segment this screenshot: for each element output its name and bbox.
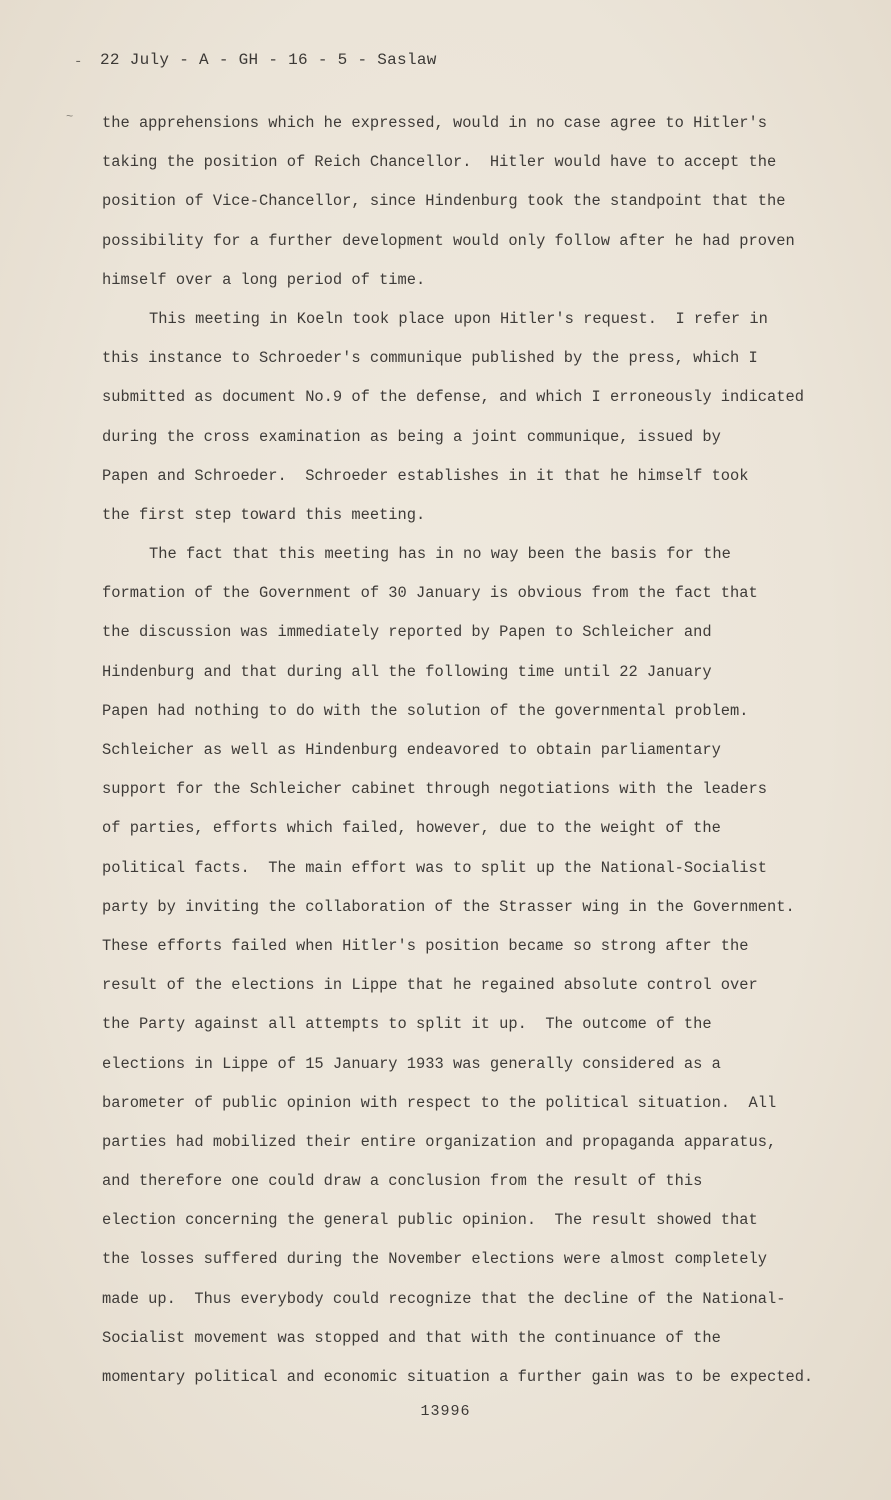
- text-line: Hindenburg and that during all the following time until 22 January: [102, 662, 712, 681]
- text-line: This meeting in Koeln took place upon Hitler's request. I refer in: [149, 309, 768, 328]
- text-line: The fact that this meeting has in no way been the basis for the: [149, 545, 731, 564]
- text-line: submitted as document No.9 of the defense, and which I erroneously indicated: [102, 388, 804, 407]
- text-line: party by inviting the collaboration of the Strasser wing in the Government.: [102, 897, 795, 916]
- page-header: 22 July - A - GH - 16 - 5 - Saslaw: [100, 51, 437, 69]
- margin-tick: ~: [66, 110, 74, 124]
- text-line: made up. Thus everybody could recognize that the decline of the National-: [102, 1289, 786, 1308]
- text-line: the losses suffered during the November elections were almost completely: [102, 1250, 767, 1269]
- margin-dash: -: [74, 54, 83, 70]
- text-line: the first step toward this meeting.: [102, 505, 426, 524]
- text-line: parties had mobilized their entire organization and propaganda apparatus,: [102, 1132, 777, 1151]
- text-line: elections in Lippe of 15 January 1933 was generally considered as a: [102, 1054, 721, 1073]
- text-line: the discussion was immediately reported by Papen to Schleicher and: [102, 623, 712, 642]
- text-line: possibility for a further development would only follow after he had proven: [102, 231, 795, 250]
- text-line: political facts. The main effort was to split up the National-Socialist: [102, 858, 767, 877]
- text-line: These efforts failed when Hitler's position became so strong after the: [102, 936, 749, 955]
- text-line: election concerning the general public opinion. The result showed that: [102, 1211, 758, 1230]
- text-line: of parties, efforts which failed, however, due to the weight of the: [102, 819, 721, 838]
- text-line: formation of the Government of 30 January is obvious from the fact that: [102, 584, 758, 603]
- page-number: 13996: [420, 1403, 471, 1420]
- text-line: during the cross examination as being a joint communique, issued by: [102, 427, 721, 446]
- text-line: the Party against all attempts to split it up. The outcome of the: [102, 1015, 712, 1034]
- text-line: momentary political and economic situation a further gain was to be expected.: [102, 1368, 814, 1386]
- text-line: and therefore one could draw a conclusion from the result of this: [102, 1172, 703, 1191]
- text-line: support for the Schleicher cabinet through negotiations with the leaders: [102, 780, 767, 799]
- text-line: Schleicher as well as Hindenburg endeavored to obtain parliamentary: [102, 741, 721, 759]
- text-line: himself over a long period of time.: [102, 270, 426, 289]
- text-line: Papen and Schroeder. Schroeder establishes in it that he himself took: [102, 466, 749, 485]
- text-line: this instance to Schroeder's communique published by the press, which I: [102, 349, 758, 368]
- text-line: position of Vice-Chancellor, since Hindenburg took the standpoint that the: [102, 192, 786, 211]
- text-line: Papen had nothing to do with the solution of the governmental problem.: [102, 701, 749, 720]
- text-line: Socialist movement was stopped and that with the continuance of the: [102, 1328, 721, 1347]
- text-line: the apprehensions which he expressed, would in no case agree to Hitler's: [102, 114, 767, 132]
- text-line: result of the elections in Lippe that he regained absolute control over: [102, 976, 758, 995]
- text-line: taking the position of Reich Chancellor. Hitler would have to accept the: [102, 153, 777, 172]
- body-text: [102, 104, 842, 1397]
- text-line: barometer of public opinion with respect to the political situation. All: [102, 1093, 777, 1112]
